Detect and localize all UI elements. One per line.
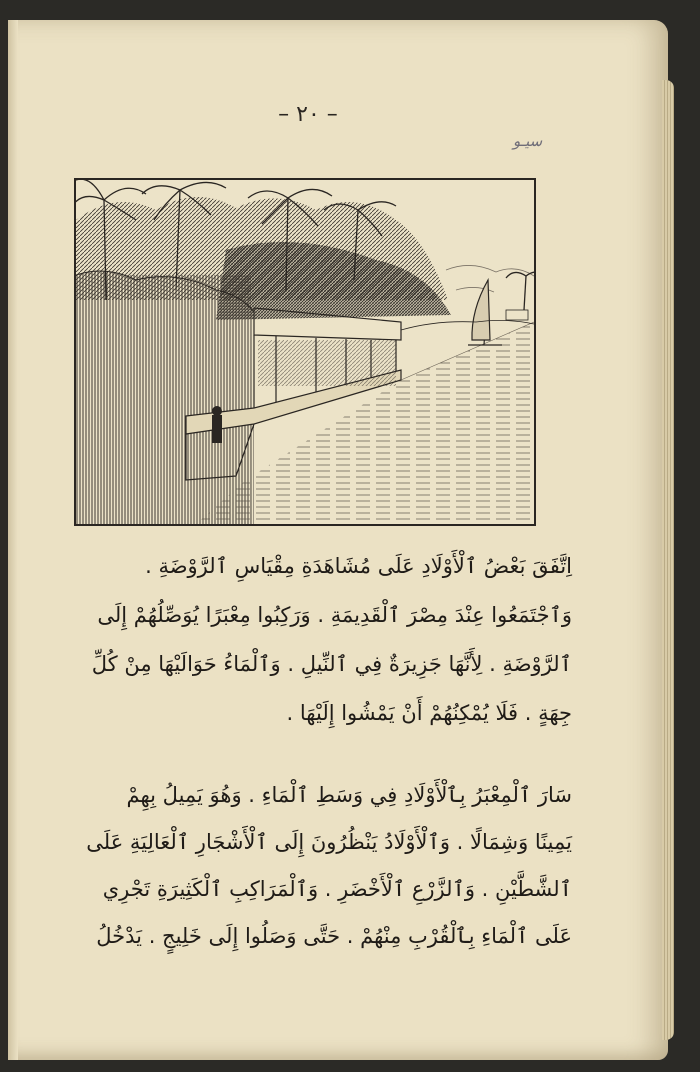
text-line: يَمِينًا وَشِمَالًا . وَٱلْأَوْلَادُ يَنْظُرُونَ إِلَى ٱلْأَشْجَارِ ٱلْعَالِيَةِ عَلَى	[86, 830, 572, 854]
text-line: ٱلرَّوْضَةِ . لِأَنَّهَا جَزِيرَةٌ فِي ٱلنِّيلِ . وَٱلْمَاءُ حَوَالَيْهَا مِنْ كُلِّ	[91, 652, 572, 676]
paragraph-1	[44, 542, 572, 738]
book-page	[8, 20, 668, 1060]
text-line: سَارَ ٱلْمِعْبَرُ بِٱلْأَوْلَادِ فِي وَسَطِ ٱلْمَاءِ . وَهُوَ يَمِيلُ بِهِمْ	[126, 783, 572, 807]
page-number: – ٢٠ –	[278, 102, 338, 127]
paragraph-2	[44, 772, 572, 960]
text-line: وَٱجْتَمَعُوا عِنْدَ مِصْرَ ٱلْقَدِيمَةِ . وَرَكِبُوا مِعْبَرًا يُوَصِّلُهُمْ إِلَى	[97, 603, 572, 627]
engraving-illustration	[74, 178, 536, 526]
page-edge	[662, 80, 674, 1040]
text-line: جِهَةٍ . فَلَا يُمْكِنُهُمْ أَنْ يَمْشُوا إِلَيْهَا .	[286, 701, 572, 725]
river-scene-drawing	[76, 180, 534, 524]
text-line: ٱلشَّطَّيْنِ . وَٱلزَّرْعِ ٱلْأَخْضَرِ . وَٱلْمَرَاكِبِ ٱلْكَثِيرَةِ تَجْرِي	[102, 877, 572, 901]
page-gutter	[8, 20, 18, 1060]
text-line: عَلَى ٱلْمَاءِ بِٱلْقُرْبِ مِنْهُمْ . حَتَّى وَصَلُوا إِلَى خَلِيجٍ . يَدْخُلُ	[96, 924, 572, 948]
text-line: اِتَّفَقَ بَعْضُ ٱلْأَوْلَادِ عَلَى مُشَاهَدَةِ مِقْيَاسِ ٱلرَّوْضَةِ .	[145, 554, 572, 578]
handwritten-marginalia: سيـو	[513, 132, 543, 150]
